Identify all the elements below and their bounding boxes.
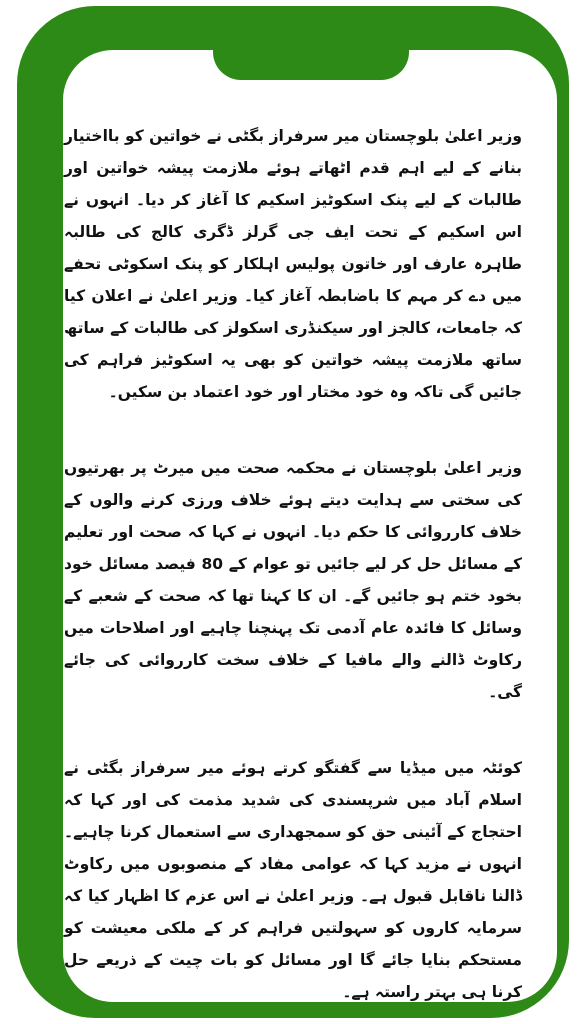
article-body	[64, 120, 522, 1008]
paragraph-health-merit: وزیر اعلیٰ بلوچستان نے محکمہ صحت میں میرٹ پر بھرتیوں کی سختی سے ہدایت دیتے ہوئے خلاف ورزی کرنے والوں کے خلاف کارروائی کا حکم دیا۔ انہوں نے کہا کہ صحت اور تعلیم کے مسائل حل کر لیے جائیں تو عوام کے 80 فیصد مسائل خود بخود ختم ہو جائیں گے۔ ان کا کہنا تھا کہ صحت کے شعبے کے وسائل کا فائدہ عام آدمی تک پہنچنا چاہیے اور اصلاحات میں رکاوٹ ڈالنے والے مافیا کے خلاف سخت کارروائی کی جائے گی۔	[64, 459, 522, 701]
paragraph-pink-scooty-scheme: وزیر اعلیٰ بلوچستان میر سرفراز بگٹی نے خواتین کو بااختیار بنانے کے لیے اہم قدم اٹھاتے ہوئے ملازمت پیشہ خواتین اور طالبات کے لیے پنک اسکوٹیز اسکیم کا آغاز کر دیا۔ انہوں نے اس اسکیم کے تحت ایف جی گرلز ڈگری کالج کی طالبہ طاہرہ عارف اور خاتون پولیس اہلکار کو پنک اسکوٹی تحفے میں دے کر مہم کا باضابطہ آغاز کیا۔ وزیر اعلیٰ نے اعلان کیا کہ جامعات، کالجز اور سیکنڈری اسکولز کی طالبات کے ساتھ ساتھ ملازمت پیشہ خواتین کو بھی یہ اسکوٹیز فراہم کی جائیں گی تاکہ وہ خود مختار اور خود اعتماد بن سکیں۔	[64, 127, 522, 401]
phone-notch	[213, 36, 409, 80]
paragraph-media-talk: کوئٹہ میں میڈیا سے گفتگو کرتے ہوئے میر سرفراز بگٹی نے اسلام آباد میں شرپسندی کی شدید مذمت کی اور کہا کہ احتجاج کے آئینی حق کو سمجھداری سے استعمال کرنا چاہیے۔ انہوں نے مزید کہا کہ عوامی مفاد کے منصوبوں میں رکاوٹ ڈالنا ناقابل قبول ہے۔ وزیر اعلیٰ نے اس عزم کا اظہار کیا کہ سرمایہ کاروں کو سہولتیں فراہم کر کے ملکی معیشت کو مستحکم بنایا جائے گا اور مسائل کو بات چیت کے ذریعے حل کرنا ہی بہتر راستہ ہے۔	[64, 759, 522, 1001]
